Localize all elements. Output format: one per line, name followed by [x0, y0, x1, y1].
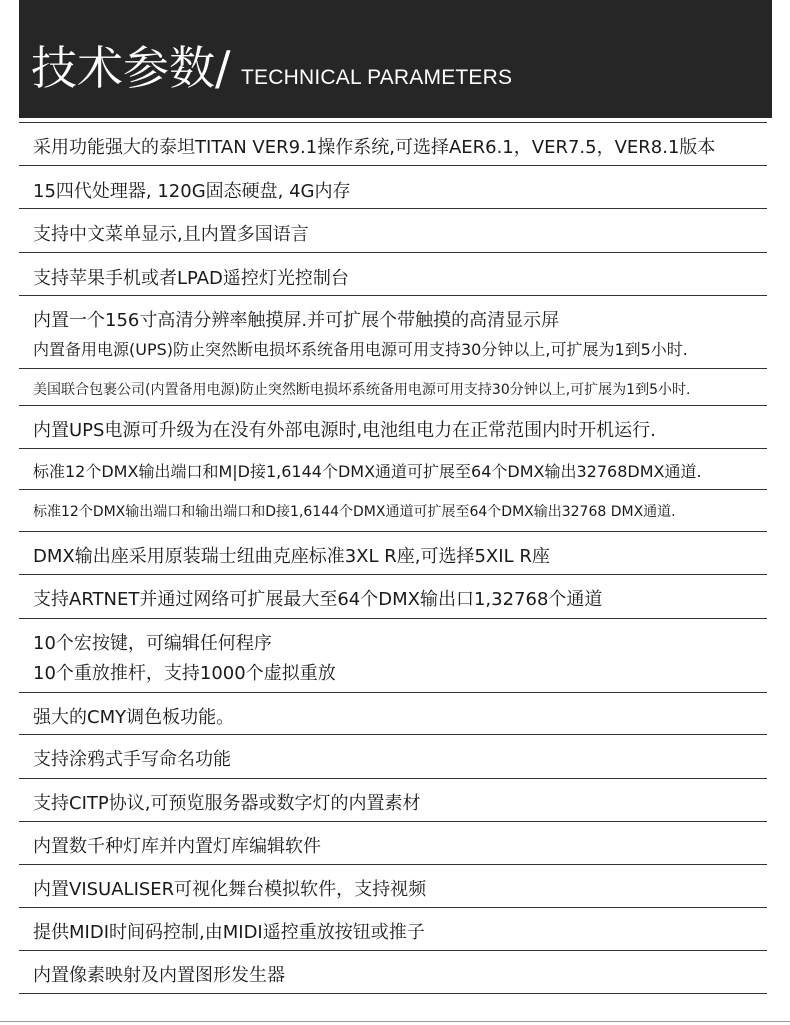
table-row	[19, 209, 767, 253]
table-row	[19, 406, 767, 449]
row-text: 内置备用电源(UPS)防止突然断电损坏系统备用电源可用支持30分钟以上,可扩展为1到5小时.	[33, 340, 688, 359]
table-row	[19, 693, 767, 735]
table-row	[19, 532, 767, 575]
row-text: 支持苹果手机或者LPAD遥控灯光控制台	[33, 268, 349, 289]
row-text: 内置数千种灯库并内置灯库编辑软件	[33, 836, 321, 857]
table-row	[19, 122, 767, 166]
table-row	[19, 253, 767, 296]
row-text: 提供MIDI时间码控制,由MIDI遥控重放按钮或推子	[33, 922, 425, 943]
row-text: 内置像素映射及内置图形发生器	[33, 965, 285, 986]
row-text: 10个宏按键，可编辑任何程序	[33, 633, 272, 654]
table-row	[19, 490, 767, 532]
title-english: TECHNICAL PARAMETERS	[241, 66, 513, 89]
table-row	[19, 951, 767, 994]
row-text: 标准12个DMX输出端口和输出端口和D接1,6144个DMX通道可扩展至64个DMX输出32768 DMX通道.	[33, 504, 676, 520]
row-text: 标准12个DMX输出端口和M|D接1,6144个DMX通道可扩展至64个DMX输出32768DMX通道.	[33, 462, 702, 481]
row-text: 强大的CMY调色板功能。	[33, 707, 235, 728]
table-row	[19, 865, 767, 908]
table-row	[19, 449, 767, 490]
table-row	[19, 296, 767, 369]
table-row	[19, 779, 767, 822]
table-row	[19, 369, 767, 406]
table-row	[19, 908, 767, 951]
title-chinese: 技术参数/	[31, 41, 231, 95]
row-text: 采用功能强大的泰坦TITAN VER9.1操作系统,可选择AER6.1，VER7.5，VER8.1版本	[33, 137, 716, 158]
table-row	[19, 822, 767, 865]
table-row	[19, 166, 767, 209]
bottom-divider	[0, 1021, 790, 1022]
table-row	[19, 619, 767, 693]
row-text: 美国联合包裹公司(内置备用电源)防止突然断电损坏系统备用电源可用支持30分钟以上,可扩展为1到5小时.	[33, 382, 691, 398]
row-text: 内置VISUALISER可视化舞台模拟软件，支持视频	[33, 879, 427, 900]
row-text: 支持涂鸦式手写命名功能	[33, 749, 231, 770]
row-text: 10个重放推杆，支持1000个虚拟重放	[33, 663, 336, 684]
header-banner	[19, 0, 772, 118]
table-row	[19, 735, 767, 779]
row-text: 支持CITP协议,可预览服务器或数字灯的内置素材	[33, 793, 421, 814]
row-text: DMX输出座采用原装瑞士纽曲克座标准3XL R座,可选择5XIL R座	[33, 546, 550, 567]
row-text: 支持中文菜单显示,且内置多国语言	[33, 224, 309, 245]
table-row	[19, 575, 767, 619]
row-text: 内置一个156寸高清分辨率触摸屏.并可扩展个带触摸的高清显示屏	[33, 310, 560, 331]
row-text: 内置UPS电源可升级为在没有外部电源时,电池组电力在正常范围内时开机运行.	[33, 420, 656, 441]
parameters-table	[19, 122, 767, 994]
row-text: 15四代处理器, 120G固态硬盘, 4G内存	[33, 181, 351, 202]
row-text: 支持ARTNET并通过网络可扩展最大至64个DMX输出口1,32768个通道	[33, 589, 603, 610]
